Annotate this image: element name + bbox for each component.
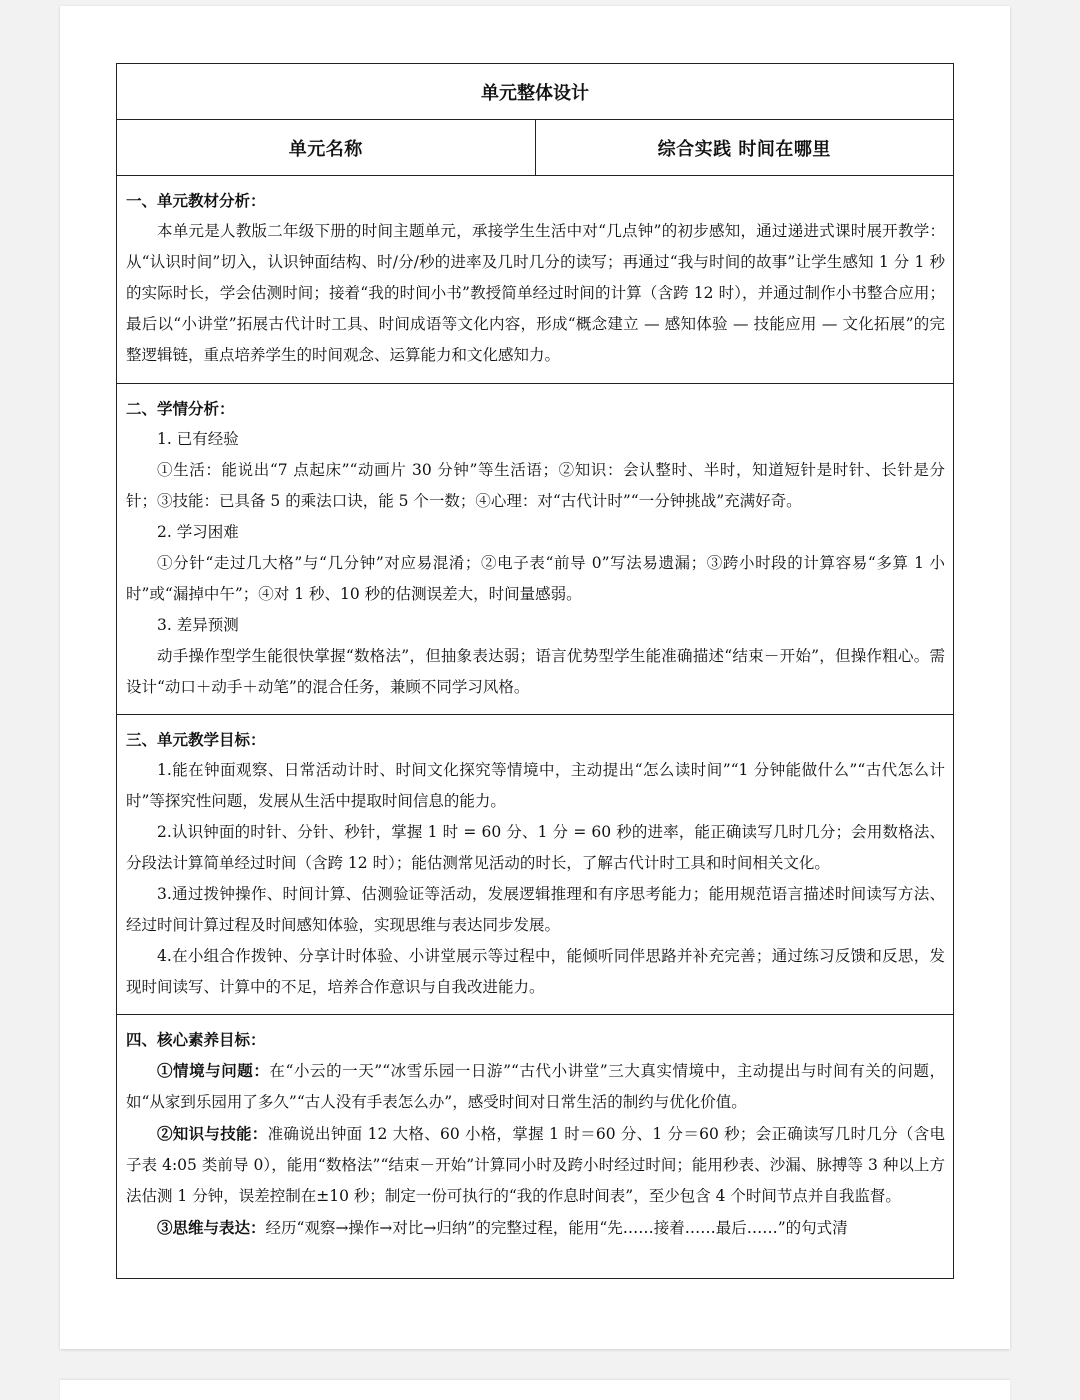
subheading: 3. 差异预测: [157, 616, 239, 634]
goal-item: 1.能在钟面观察、日常活动计时、时间文化探究等情境中，主动提出“怎么读时间”“1 分钟能做什么”“古代怎么计时”等探究性问题，发展从生活中提取时间信息的能力。: [126, 761, 945, 810]
section-learner-analysis: [117, 384, 953, 715]
section-heading: 三、单元教学目标：: [126, 730, 266, 749]
goal-item: 3.通过拨钟操作、时间计算、估测验证等活动，发展逻辑推理和有序思考能力；能用规范语言描述时间读写方法、经过时间计算过程及时间感知体验，实现思维与表达同步发展。: [126, 885, 945, 934]
literacy-text: 在“小云的一天”“冰雪乐园一日游”“古代小讲堂”三大真实情境中，主动提出与时间有关的问题，如“从家到乐园用了多久”“古人没有手表怎么办”，感受时间对日常生活的制约与优化价值。: [126, 1062, 945, 1111]
section-heading: 四、核心素养目标：: [126, 1030, 266, 1049]
table-title: 单元整体设计: [117, 64, 953, 120]
literacy-label: ①情境与问题：: [157, 1061, 270, 1080]
subheading: 1. 已有经验: [157, 430, 239, 448]
section-teaching-goals: [117, 715, 953, 1015]
next-page-edge: [60, 1380, 1010, 1400]
literacy-text: 准确说出钟面 12 大格、60 小格，掌握 1 时＝60 分、1 分＝60 秒；会正确读写几时几分（含电子表 4:05 类前导 0），能用“数格法”“结束－开始”计算同小时及跨小时经过时间；能用秒表、沙漏、脉搏等 3 种以上方法估测 1 分钟，误差控制在±10 秒；制定一份可执行的“我的作息时间表”，至少包含 4 个时间节点并自我监督。: [126, 1125, 945, 1205]
goal-item: 4.在小组合作拨钟、分享计时体验、小讲堂展示等过程中，能倾听同伴思路并补充完善；通过练习反馈和反思，发现时间读写、计算中的不足，培养合作意识与自我改进能力。: [126, 947, 945, 996]
section-core-literacy: [117, 1015, 953, 1277]
paragraph: 本单元是人教版二年级下册的时间主题单元，承接学生生活中对“几点钟”的初步感知，通过递进式课时展开教学：从“认识时间”切入，认识钟面结构、时/分/秒的进率及几时几分的读写；再通过“我与时间的故事”让学生感知 1 分 1 秒的实际时长，学会估测时间；接着“我的时间小书”教授简单经过时间的计算（含跨 12 时），并通过制作小书整合应用；最后以“小讲堂”拓展古代计时工具、时间成语等文化内容，形成“概念建立 — 感知体验 — 技能应用 — 文化拓展”的完整逻辑链，重点培养学生的时间观念、运算能力和文化感知力。: [126, 222, 945, 364]
section-heading: 二、学情分析：: [126, 399, 235, 418]
unit-name-value: 综合实践 时间在哪里: [657, 138, 831, 160]
paragraph: ①分针“走过几大格”与“几分钟”对应易混淆；②电子表“前导 0”写法易遗漏；③跨小时段的计算容易“多算 1 小时”或“漏掉中午”；④对 1 秒、10 秒的估测误差大，时间量感弱。: [126, 554, 945, 603]
paragraph: ①生活：能说出“7 点起床”“动画片 30 分钟”等生活语；②知识：会认整时、半时，知道短针是时针、长针是分针；③技能：已具备 5 的乘法口诀，能 5 个一数；④心理：对“古代计时”“一分钟挑战”充满好奇。: [126, 461, 945, 510]
literacy-item: [126, 1055, 945, 1118]
subheading: 2. 学习困难: [157, 523, 239, 541]
literacy-label: ③思维与表达：: [157, 1218, 266, 1237]
unit-design-table: [116, 63, 954, 1279]
unit-name-row: [117, 120, 953, 176]
paragraph: 动手操作型学生能很快掌握“数格法”，但抽象表达弱；语言优势型学生能准确描述“结束－开始”，但操作粗心。需设计“动口＋动手＋动笔”的混合任务，兼顾不同学习风格。: [126, 647, 945, 696]
goal-item: 2.认识钟面的时针、分针、秒针，掌握 1 时 = 60 分、1 分 = 60 秒的进率，能正确读写几时几分；会用数格法、分段法计算简单经过时间（含跨 12 时）；能估测常见活动的时长，了解古代计时工具和时间相关文化。: [126, 823, 945, 872]
literacy-item: [126, 1212, 945, 1244]
literacy-text: 经历“观察→操作→对比→归纳”的完整过程，能用“先……接着……最后……”的句式清: [265, 1219, 848, 1237]
unit-name-label: 单元名称: [117, 120, 536, 175]
literacy-label: ②知识与技能：: [157, 1124, 268, 1143]
section-heading: 一、单元教材分析：: [126, 191, 266, 210]
literacy-item: [126, 1118, 945, 1212]
section-material-analysis: [117, 176, 953, 384]
